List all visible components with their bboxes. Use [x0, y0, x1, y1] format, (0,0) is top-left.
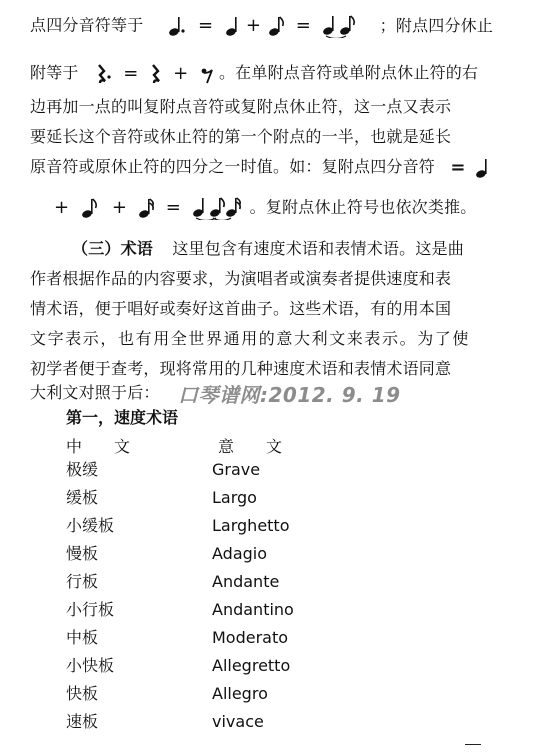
col-header-italian: 意 文	[218, 437, 283, 456]
term-chinese: 小缓板	[66, 516, 115, 535]
line-2-text-start: 附等于	[30, 63, 79, 82]
section-line-6: 大利文对照于后：	[30, 383, 160, 402]
eighth-rest-icon	[200, 63, 214, 85]
paragraph-line-1	[30, 14, 515, 38]
equals-sign: =	[198, 15, 214, 36]
term-chinese: 慢板	[66, 544, 99, 563]
eighth-note-icon	[81, 197, 97, 219]
term-italian: Allegro	[212, 684, 268, 703]
paragraph-line-4: 要延长这个音符或休止符的第一个附点的一半，也就是延长	[30, 127, 452, 146]
equals-sign: =	[295, 15, 312, 36]
plus-sign: +	[173, 62, 189, 84]
term-chinese: 小快板	[66, 656, 115, 675]
section-line-5: 初学者便于查考，现将常用的几种速度术语和表情术语同意	[30, 359, 452, 378]
table-title: 第一，速度术语	[66, 408, 179, 427]
term-chinese: 中板	[66, 628, 99, 647]
term-italian: Andantino	[212, 600, 294, 619]
paragraph-line-5	[30, 156, 515, 179]
paragraph-line-2	[30, 62, 515, 85]
term-italian: Larghetto	[212, 516, 290, 535]
term-italian: Allegretto	[212, 656, 291, 675]
section-heading-line	[72, 238, 515, 260]
term-chinese: 缓板	[66, 488, 99, 507]
term-italian: Grave	[212, 460, 261, 479]
quarter-note-icon	[475, 157, 489, 179]
term-italian: vivace	[212, 712, 264, 731]
term-italian: Largo	[212, 488, 257, 507]
quarter-rest-icon	[150, 63, 162, 85]
term-chinese: 小行板	[66, 600, 115, 619]
line-1-text-end: ；附点四分休止	[379, 15, 494, 35]
line-6-text: 。复附点休止符号也依次类推。	[249, 197, 477, 217]
line-2-text-end: 。在单附点音符或单附点休止符的右	[218, 63, 479, 82]
term-chinese: 速板	[66, 712, 99, 731]
section-line-3: 情术语，便于唱好或奏好这首曲子。这些术语，有的用本国	[30, 299, 452, 318]
term-chinese: 行板	[66, 572, 99, 591]
term-italian: Adagio	[212, 544, 268, 563]
equals-sign: =	[450, 156, 466, 178]
line-1-text-start: 点四分音符等于	[30, 15, 144, 35]
tied-quarter-eighth-icon	[322, 14, 356, 38]
sixteenth-note-icon	[138, 197, 154, 219]
equals-sign: =	[165, 197, 182, 218]
plus-sign: +	[245, 15, 262, 36]
term-chinese: 极缓	[66, 460, 99, 479]
col-header-chinese: 中 文	[66, 437, 131, 456]
term-chinese: 快板	[66, 684, 99, 703]
section-heading: （三）术语	[72, 239, 154, 258]
quarter-note-icon	[225, 15, 239, 37]
paragraph-line-6	[54, 196, 515, 220]
dotted-quarter-note-icon	[167, 15, 187, 37]
page-edge-mark	[465, 744, 481, 751]
line-5-text: 原音符或原休止符的四分之一时值。如：复附点四分音符	[30, 157, 436, 176]
eighth-note-icon	[268, 15, 284, 37]
term-italian: Andante	[212, 572, 280, 591]
tied-quarter-eighth-sixteenth-icon	[192, 196, 244, 220]
dotted-quarter-rest-icon	[94, 63, 112, 85]
section-line-2: 作者根据作品的内容要求，为演唱者或演奏者提供速度和表	[30, 269, 452, 288]
section-line-1: 这里包含有速度术语和表情术语。这是曲	[172, 239, 464, 258]
plus-sign: +	[54, 197, 70, 218]
term-italian: Moderato	[212, 628, 289, 647]
equals-sign: =	[123, 62, 139, 84]
section-line-4: 文字表示，也有用全世界通用的意大利文来表示。为了使	[30, 329, 471, 348]
plus-sign: +	[111, 197, 128, 218]
watermark: 口琴谱网:2012. 9. 19	[178, 383, 401, 407]
paragraph-line-3: 边再加一点的叫复附点音符或复附点休止符，这一点又表示	[30, 97, 452, 116]
